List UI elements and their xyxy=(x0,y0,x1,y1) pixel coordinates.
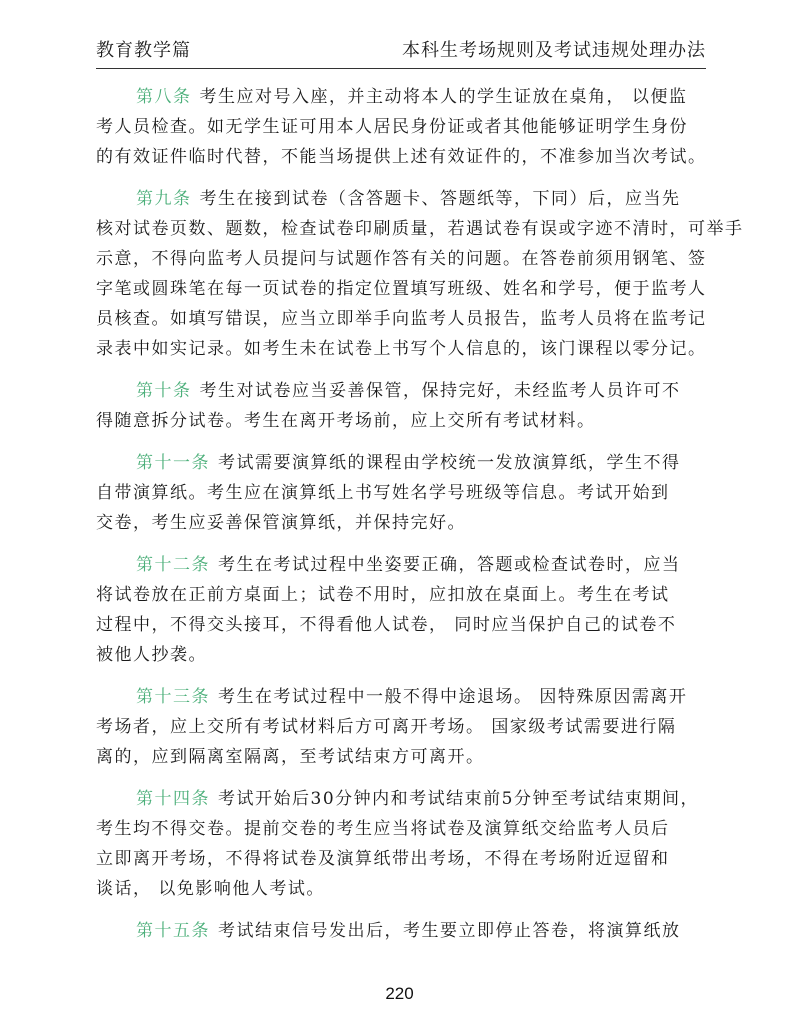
article-label: 第十条 xyxy=(136,381,192,401)
header-document-title: 本科生考场规则及考试违规处理办法 xyxy=(402,40,706,61)
article-text-line: 考生对试卷应当妥善保管，保持完好，未经监考人员许可不 xyxy=(199,381,681,401)
article-text-line: 考生应对号入座，并主动将本人的学生证放在桌角， 以便监 xyxy=(199,87,688,107)
article-8 xyxy=(96,82,710,172)
article-text-line: 考生均不得交卷。提前交卷的考生应当将试卷及演算纸交给监考人员后 xyxy=(96,819,670,839)
article-label: 第八条 xyxy=(136,87,192,107)
article-text-line: 交卷，考生应妥善保管演算纸，并保持完好。 xyxy=(96,513,466,533)
article-text-line: 员核查。如填写错误，应当立即举手向监考人员报告，监考人员将在监考记 xyxy=(96,309,707,329)
article-12 xyxy=(96,550,710,670)
article-text-line: 考场者，应上交所有考试材料后方可离开考场。 国家级考试需要进行隔 xyxy=(96,717,677,737)
article-15 xyxy=(96,916,710,946)
header-section-title: 教育教学篇 xyxy=(96,40,191,61)
article-text-line: 被他人抄袭。 xyxy=(96,645,207,665)
article-text-line: 示意，不得向监考人员提问与试题作答有关的问题。在答卷前须用钢笔、签 xyxy=(96,249,707,269)
article-11 xyxy=(96,448,710,538)
article-text-line: 立即离开考场，不得将试卷及演算纸带出考场，不得在考场附近逗留和 xyxy=(96,849,670,869)
article-13 xyxy=(96,682,710,772)
article-text-line: 考生在考试过程中一般不得中途退场。 因特殊原因需离开 xyxy=(218,687,688,707)
article-text-line: 核对试卷页数、题数，检查试卷印刷质量，若遇试卷有误或字迹不清时，可举手 xyxy=(96,219,744,239)
article-text-line: 离的，应到隔离室隔离，至考试结束方可离开。 xyxy=(96,747,485,767)
article-label: 第十二条 xyxy=(136,555,210,575)
article-text-line: 得随意拆分试卷。考生在离开考场前，应上交所有考试材料。 xyxy=(96,411,596,431)
page-header xyxy=(96,36,706,69)
article-10 xyxy=(96,376,710,436)
article-text-line: 考试开始后30分钟内和考试结束前5分钟至考试结束期间， xyxy=(218,789,699,809)
article-text-line: 过程中，不得交头接耳，不得看他人试卷， 同时应当保护自己的试卷不 xyxy=(96,615,677,635)
article-text-line: 考试结束信号发出后，考生要立即停止答卷，将演算纸放 xyxy=(218,921,681,941)
article-label: 第十三条 xyxy=(136,687,210,707)
article-text-line: 的有效证件临时代替，不能当场提供上述有效证件的，不准参加当次考试。 xyxy=(96,147,707,167)
article-text-line: 考生在考试过程中坐姿要正确，答题或检查试卷时，应当 xyxy=(218,555,681,575)
article-text-line: 考人员检查。如无学生证可用本人居民身份证或者其他能够证明学生身份 xyxy=(96,117,688,137)
article-text-line: 自带演算纸。考生应在演算纸上书写姓名学号班级等信息。考试开始到 xyxy=(96,483,670,503)
document-body xyxy=(96,82,744,958)
article-text-line: 谈话， 以免影响他人考试。 xyxy=(96,879,325,899)
article-text-line: 录表中如实记录。如考生未在试卷上书写个人信息的，该门课程以零分记。 xyxy=(96,339,707,359)
article-text-line: 将试卷放在正前方桌面上；试卷不用时，应扣放在桌面上。考生在考试 xyxy=(96,585,670,605)
article-label: 第十五条 xyxy=(136,921,210,941)
article-14 xyxy=(96,784,710,904)
article-text-line: 考试需要演算纸的课程由学校统一发放演算纸，学生不得 xyxy=(218,453,681,473)
article-text-line: 字笔或圆珠笔在每一页试卷的指定位置填写班级、姓名和学号，便于监考人 xyxy=(96,279,707,299)
article-9 xyxy=(96,184,744,364)
page-number: 220 xyxy=(385,984,414,1003)
article-label: 第九条 xyxy=(136,189,192,209)
article-label: 第十一条 xyxy=(136,453,210,473)
article-label: 第十四条 xyxy=(136,789,210,809)
article-text-line: 考生在接到试卷（含答题卡、答题纸等，下同）后，应当先 xyxy=(199,189,681,209)
